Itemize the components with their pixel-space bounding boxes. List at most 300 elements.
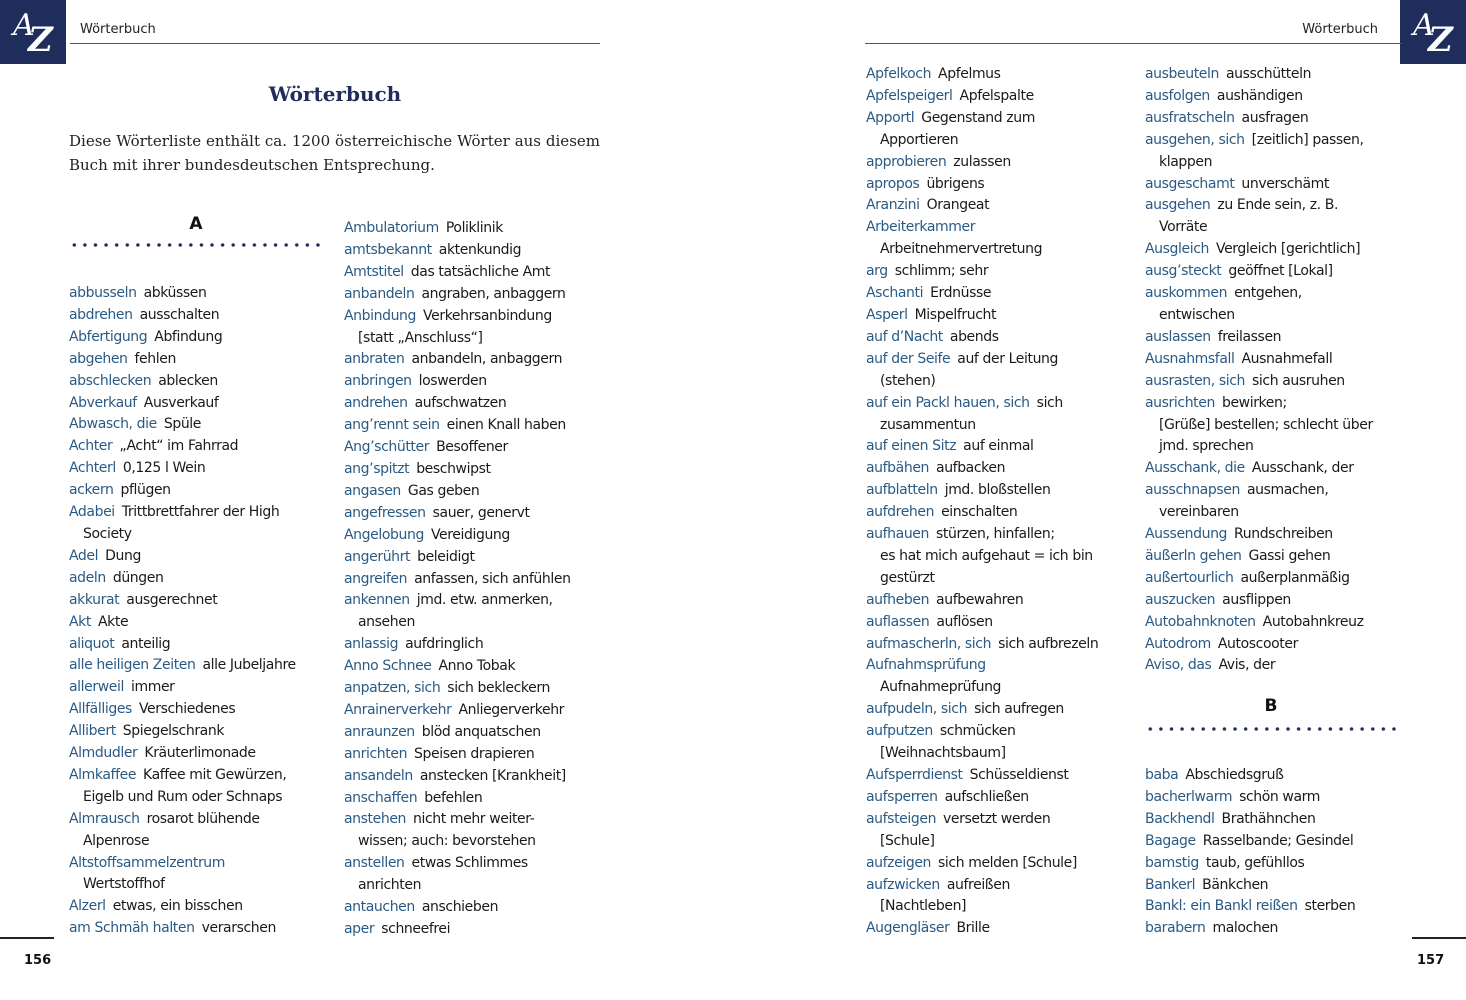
entry-definition-continued: Apportieren bbox=[880, 131, 959, 148]
dictionary-entry bbox=[866, 524, 1136, 590]
dictionary-entry bbox=[69, 896, 334, 918]
entry-term: außertourlich bbox=[1145, 569, 1234, 586]
entry-term: aper bbox=[344, 921, 375, 937]
dictionary-entry bbox=[1145, 261, 1405, 283]
entry-definition: pflügen bbox=[120, 482, 171, 499]
entry-term: Achterl bbox=[69, 460, 116, 477]
entry-term: ausrasten, sich bbox=[1145, 372, 1246, 389]
entry-term: Aussendung bbox=[1145, 526, 1228, 543]
entry-definition: anfassen, sich anfühlen bbox=[414, 570, 571, 587]
entry-definition: Vereidigung bbox=[430, 526, 510, 543]
entry-definition: ausgerechnet bbox=[126, 591, 218, 608]
dictionary-entry bbox=[69, 327, 334, 349]
entry-definition-continued: entwischen bbox=[1159, 306, 1235, 323]
entry-term: äußerln gehen bbox=[1145, 547, 1242, 564]
entry-term: Amtstitel bbox=[344, 263, 404, 280]
entry-term: Aviso, das bbox=[1145, 657, 1212, 674]
dictionary-entry bbox=[69, 721, 334, 743]
entry-definition: düngen bbox=[112, 569, 164, 586]
entry-term: angerührt bbox=[344, 548, 411, 565]
page-title: Wörterbuch bbox=[268, 82, 402, 106]
dictionary-entry bbox=[344, 525, 604, 547]
dictionary-entry bbox=[69, 502, 334, 546]
entry-definition-continued: [Schule] bbox=[880, 832, 935, 849]
dictionary-entry bbox=[344, 218, 604, 240]
entry-definition: Abfindung bbox=[154, 328, 223, 345]
dictionary-entry bbox=[1145, 634, 1405, 656]
entry-definition: aufbacken bbox=[936, 460, 1006, 477]
entry-term: Adel bbox=[69, 547, 99, 564]
dictionary-entry bbox=[866, 875, 1136, 919]
entry-term: Bagage bbox=[1145, 832, 1196, 849]
entry-definition: Kräuterlimonade bbox=[144, 745, 256, 762]
entry-term: anrichten bbox=[344, 745, 408, 762]
dictionary-entry bbox=[1145, 108, 1405, 130]
dictionary-entry bbox=[1145, 524, 1405, 546]
dictionary-entry bbox=[344, 284, 604, 306]
entry-term: ackern bbox=[69, 482, 114, 499]
entry-definition: sich bbox=[1036, 394, 1063, 411]
entry-definition: abends bbox=[949, 328, 999, 345]
entry-definition: schmücken bbox=[939, 723, 1016, 740]
dictionary-entry bbox=[1145, 239, 1405, 261]
dictionary-entry bbox=[866, 918, 1136, 940]
dictionary-entry bbox=[344, 262, 604, 284]
entry-term: Autodrom bbox=[1145, 635, 1211, 652]
entry-definition: etwas Schlimmes bbox=[411, 855, 528, 872]
entry-term: auf einen Sitz bbox=[866, 438, 957, 455]
dictionary-entry bbox=[1145, 875, 1405, 897]
entry-term: auf d’Nacht bbox=[866, 328, 943, 345]
dictionary-entry bbox=[344, 415, 604, 437]
dictionary-entry bbox=[69, 436, 334, 458]
entry-term: Angelobung bbox=[344, 526, 424, 543]
entry-definition: Besoffener bbox=[436, 439, 508, 456]
entry-term: auf der Seife bbox=[866, 350, 951, 367]
dictionary-entry bbox=[1145, 918, 1405, 940]
dictionary-entry bbox=[1145, 64, 1405, 86]
entry-definition: zu Ende sein, z. B. bbox=[1217, 197, 1339, 214]
right-page bbox=[733, 0, 1466, 1000]
entry-definition: Spiegelschrank bbox=[122, 723, 225, 740]
entry-term: bacherlwarm bbox=[1145, 788, 1233, 805]
entry-term: Aranzini bbox=[866, 197, 920, 214]
dictionary-entry bbox=[344, 678, 604, 700]
dictionary-entry bbox=[344, 700, 604, 722]
entry-term: angefressen bbox=[344, 504, 426, 521]
entry-term: Almkaffee bbox=[69, 766, 137, 783]
dictionary-entry bbox=[69, 918, 334, 940]
dictionary-entry bbox=[69, 371, 334, 393]
dictionary-entry bbox=[1145, 831, 1405, 853]
entry-term: aufhauen bbox=[866, 526, 929, 543]
entry-definition: Ausverkauf bbox=[143, 394, 219, 411]
entry-definition-continued: Wertstoffhof bbox=[83, 876, 165, 893]
dictionary-entry bbox=[344, 634, 604, 656]
entry-term: angreifen bbox=[344, 570, 408, 587]
entry-term: Anbindung bbox=[344, 307, 417, 324]
dictionary-entry bbox=[69, 546, 334, 568]
dictionary-entry bbox=[866, 590, 1136, 612]
dictionary-entry bbox=[344, 919, 604, 941]
dictionary-entry bbox=[344, 481, 604, 503]
entry-term: auf ein Packl hauen, sich bbox=[866, 394, 1030, 411]
entry-definition: aufdringlich bbox=[405, 636, 484, 653]
dictionary-entry bbox=[1145, 546, 1405, 568]
dictionary-entry bbox=[344, 656, 604, 678]
entry-term: aufdrehen bbox=[866, 504, 935, 521]
entry-definition: freilassen bbox=[1217, 328, 1282, 345]
entry-term: ausgeschamt bbox=[1145, 175, 1235, 192]
entry-definition: taub, gefühllos bbox=[1205, 854, 1305, 871]
entry-term: Autobahnknoten bbox=[1145, 613, 1256, 630]
entry-definition: versetzt werden bbox=[943, 810, 1051, 827]
entry-term: Ang’schütter bbox=[344, 439, 430, 456]
entry-term: Anno Schnee bbox=[344, 658, 432, 675]
dictionary-entry bbox=[344, 503, 604, 525]
entry-column-1 bbox=[866, 64, 1136, 940]
entry-term: arg bbox=[866, 263, 888, 280]
section-letter-b: B bbox=[1264, 696, 1278, 716]
section-letter-a: A bbox=[189, 214, 203, 234]
dictionary-entry bbox=[866, 612, 1136, 634]
dictionary-entry bbox=[1145, 809, 1405, 831]
dictionary-entry bbox=[1145, 655, 1405, 677]
entry-term: ausfolgen bbox=[1145, 87, 1210, 104]
entry-definition: rosarot blühende bbox=[146, 810, 260, 827]
dictionary-entry bbox=[69, 305, 334, 327]
entry-definition-continued: [Nachtleben] bbox=[880, 898, 967, 915]
dictionary-entry bbox=[866, 393, 1136, 437]
entry-definition-continued: jmd. sprechen bbox=[1159, 438, 1254, 455]
entry-definition: einen Knall haben bbox=[446, 417, 566, 434]
entry-term: ausgehen, sich bbox=[1145, 131, 1245, 148]
dictionary-entry bbox=[866, 809, 1136, 853]
entry-column-2 bbox=[344, 218, 604, 941]
dotted-divider bbox=[69, 242, 325, 248]
entry-definition: nicht mehr weiter- bbox=[413, 811, 535, 828]
dictionary-entry bbox=[344, 240, 604, 262]
entry-term: baba bbox=[1145, 767, 1179, 783]
dictionary-entry bbox=[69, 393, 334, 415]
entry-definition: beschwipst bbox=[416, 460, 491, 477]
entry-term: ausg’steckt bbox=[1145, 263, 1222, 280]
entry-definition: Schüsseldienst bbox=[969, 767, 1069, 783]
entry-term: Adabei bbox=[69, 504, 115, 521]
entry-definition: auf der Leitung bbox=[957, 350, 1058, 367]
entry-definition: Kaffee mit Gewürzen, bbox=[143, 766, 287, 783]
entry-definition-continued: vereinbaren bbox=[1159, 504, 1239, 521]
entry-definition: ausmachen, bbox=[1246, 482, 1329, 499]
entry-term: auslassen bbox=[1145, 328, 1211, 345]
entry-term: barabern bbox=[1145, 920, 1206, 937]
az-logo-icon bbox=[0, 0, 66, 64]
entry-column-2 bbox=[1145, 64, 1405, 677]
dictionary-entry bbox=[344, 569, 604, 591]
entry-term: Allfälliges bbox=[69, 701, 132, 718]
dictionary-entry bbox=[344, 788, 604, 810]
entry-definition: Trittbrettfahrer der High bbox=[121, 504, 280, 521]
entry-term: Bankl: ein Bankl reißen bbox=[1145, 898, 1298, 915]
entry-definition-continued: Alpenrose bbox=[83, 832, 150, 849]
entry-term: ankennen bbox=[344, 592, 410, 609]
entry-term: auflassen bbox=[866, 613, 930, 630]
entry-definition-continued: anrichten bbox=[358, 877, 422, 894]
entry-definition-continued: Eigelb und Rum oder Schnaps bbox=[83, 788, 283, 805]
entry-term: allerweil bbox=[69, 679, 124, 696]
entry-term: Bankerl bbox=[1145, 876, 1196, 893]
entry-definition: Brille bbox=[956, 920, 990, 937]
entry-definition: ausfragen bbox=[1241, 109, 1309, 126]
dictionary-entry bbox=[1145, 568, 1405, 590]
entry-term: anbringen bbox=[344, 373, 412, 390]
entry-definition: sich ausruhen bbox=[1252, 372, 1345, 389]
entry-term: Augengläser bbox=[866, 920, 950, 937]
dictionary-entry bbox=[866, 502, 1136, 524]
entry-definition: sich aufbrezeln bbox=[998, 635, 1099, 652]
entry-term: Ausgleich bbox=[1145, 241, 1209, 258]
dictionary-entry bbox=[866, 853, 1136, 875]
dictionary-entry bbox=[866, 305, 1136, 327]
entry-term: abbusseln bbox=[69, 285, 137, 301]
dictionary-entry bbox=[1145, 327, 1405, 349]
entry-term: abgehen bbox=[69, 350, 128, 367]
entry-term: ausgehen bbox=[1145, 197, 1211, 214]
dictionary-entry bbox=[866, 436, 1136, 458]
entry-term: anraunzen bbox=[344, 723, 415, 740]
entry-term: ausschnapsen bbox=[1145, 482, 1240, 499]
entry-term: aufheben bbox=[866, 591, 930, 608]
entry-definition-continued: zusammentun bbox=[880, 416, 976, 433]
entry-term: Backhendl bbox=[1145, 810, 1215, 827]
entry-definition-continued: ansehen bbox=[358, 614, 415, 631]
entry-term: ausfratscheln bbox=[1145, 109, 1235, 126]
entry-definition: Apfelspalte bbox=[959, 87, 1034, 104]
entry-definition: aufreißen bbox=[946, 876, 1010, 893]
dictionary-entry bbox=[866, 64, 1136, 86]
entry-definition: Spüle bbox=[163, 416, 202, 433]
entry-term: aufblatteln bbox=[866, 482, 938, 499]
entry-definition: bewirken; bbox=[1221, 394, 1287, 411]
entry-definition: sauer, genervt bbox=[432, 504, 530, 521]
entry-definition: Verkehrsanbindung bbox=[423, 307, 552, 324]
entry-definition: schön warm bbox=[1239, 788, 1321, 805]
entry-term: ausbeuteln bbox=[1145, 66, 1219, 82]
entry-term: abschlecken bbox=[69, 372, 152, 389]
entry-term: Ausnahmsfall bbox=[1145, 350, 1235, 367]
entry-term: Abfertigung bbox=[69, 328, 148, 345]
dictionary-entry bbox=[866, 195, 1136, 217]
dictionary-entry bbox=[1145, 195, 1405, 239]
entry-definition: Erdnüsse bbox=[930, 285, 992, 302]
entry-definition-continued: Vorräte bbox=[1159, 219, 1208, 236]
entry-term: anpatzen, sich bbox=[344, 680, 441, 697]
dictionary-entry bbox=[1145, 896, 1405, 918]
entry-definition: Anno Tobak bbox=[438, 658, 516, 675]
dictionary-entry bbox=[344, 459, 604, 481]
entry-term: am Schmäh halten bbox=[69, 920, 195, 937]
dictionary-entry bbox=[69, 699, 334, 721]
entry-definition: ablecken bbox=[158, 372, 218, 389]
entry-term: anlassig bbox=[344, 636, 399, 653]
entry-definition-continued: [Weihnachtsbaum] bbox=[880, 745, 1006, 762]
entry-definition: Mispelfrucht bbox=[914, 306, 997, 323]
entry-term: aufmascherln, sich bbox=[866, 635, 992, 652]
dictionary-entry bbox=[344, 809, 604, 853]
entry-term: anbandeln bbox=[344, 285, 415, 302]
entry-term: amtsbekannt bbox=[344, 241, 432, 258]
intro-paragraph: Diese Wörterliste enthält ca. 1200 österreichische Wörter aus diesem Buch mit ihrer bundesdeutschen Entsprechung. bbox=[69, 132, 600, 174]
entry-term: approbieren bbox=[866, 153, 947, 170]
entry-definition-continued: Aufnahmeprüfung bbox=[880, 679, 1002, 696]
dictionary-entry bbox=[344, 547, 604, 569]
entry-term: Allibert bbox=[69, 723, 116, 740]
entry-term: aufzeigen bbox=[866, 854, 932, 871]
entry-definition: aufschwatzen bbox=[414, 395, 507, 412]
dictionary-entry bbox=[344, 437, 604, 459]
dictionary-entry bbox=[1145, 787, 1405, 809]
dictionary-entry bbox=[69, 414, 334, 436]
dictionary-entry bbox=[866, 283, 1136, 305]
page-number: 156 bbox=[24, 953, 52, 968]
entry-definition: Gas geben bbox=[407, 482, 480, 499]
dictionary-entry bbox=[1145, 371, 1405, 393]
dictionary-entry bbox=[69, 612, 334, 634]
dictionary-entry bbox=[1145, 612, 1405, 634]
dictionary-entry bbox=[344, 744, 604, 766]
dictionary-entry bbox=[866, 787, 1136, 809]
dictionary-entry bbox=[1145, 393, 1405, 459]
entry-definition: das tatsächliche Amt bbox=[410, 263, 551, 280]
entry-term: Almdudler bbox=[69, 745, 138, 762]
entry-definition: Vergleich [gerichtlich] bbox=[1216, 241, 1361, 258]
entry-term: ansandeln bbox=[344, 767, 413, 784]
entry-definition: alle Jubeljahre bbox=[202, 657, 296, 674]
entry-term: Arbeiterkammer bbox=[866, 219, 976, 236]
dictionary-entry bbox=[866, 480, 1136, 502]
entry-definition: 0,125 l Wein bbox=[122, 460, 206, 477]
entry-definition: anbandeln, anbaggern bbox=[411, 351, 563, 368]
entry-definition: angraben, anbaggern bbox=[421, 285, 566, 302]
entry-definition: loswerden bbox=[418, 373, 487, 390]
entry-term: aufsteigen bbox=[866, 810, 937, 827]
entry-term: angasen bbox=[344, 482, 401, 499]
dictionary-entry bbox=[344, 766, 604, 788]
entry-term: Ausschank, die bbox=[1145, 460, 1245, 477]
entry-definition: Ausschank, der bbox=[1251, 460, 1354, 477]
entry-definition: etwas, ein bisschen bbox=[112, 898, 243, 915]
az-logo-icon bbox=[1400, 0, 1466, 64]
entry-term: Apportl bbox=[866, 109, 915, 126]
page-number: 157 bbox=[1417, 953, 1445, 968]
entry-term: Ambulatorium bbox=[344, 220, 439, 236]
entry-definition: aufbewahren bbox=[936, 591, 1024, 608]
running-head: Wörterbuch bbox=[1302, 22, 1378, 37]
dictionary-entry bbox=[69, 677, 334, 699]
entry-definition: auflösen bbox=[936, 613, 993, 630]
entry-definition: beleidigt bbox=[417, 548, 475, 565]
entry-definition: ausschalten bbox=[139, 306, 220, 323]
entry-definition: anstecken [Krankheit] bbox=[419, 767, 566, 784]
entry-column-2b bbox=[1145, 765, 1405, 940]
dictionary-entry bbox=[866, 174, 1136, 196]
dictionary-entry bbox=[866, 327, 1136, 349]
entry-definition: ausflippen bbox=[1222, 591, 1291, 608]
entry-term: Akt bbox=[69, 613, 91, 630]
entry-term: Alzerl bbox=[69, 898, 106, 915]
entry-definition: Rasselbande; Gesindel bbox=[1202, 832, 1354, 849]
dictionary-entry bbox=[69, 568, 334, 590]
dictionary-entry bbox=[1145, 590, 1405, 612]
entry-term: ausrichten bbox=[1145, 394, 1215, 411]
entry-definition: außerplanmäßig bbox=[1240, 569, 1350, 586]
entry-term: Abwasch, die bbox=[69, 416, 157, 433]
entry-term: akkurat bbox=[69, 591, 120, 608]
entry-term: Altstoffsammelzentrum bbox=[69, 854, 226, 871]
entry-definition: Autoscooter bbox=[1217, 635, 1298, 652]
footer-rule bbox=[0, 937, 54, 939]
entry-definition: jmd. etw. anmerken, bbox=[416, 592, 553, 609]
dictionary-entry bbox=[1145, 853, 1405, 875]
entry-term: Anrainerverkehr bbox=[344, 701, 452, 718]
entry-definition: Brathähnchen bbox=[1221, 810, 1316, 827]
dictionary-entry bbox=[866, 765, 1136, 787]
dictionary-entry bbox=[1145, 130, 1405, 174]
dictionary-entry bbox=[69, 634, 334, 656]
entry-definition: übrigens bbox=[926, 175, 985, 192]
dictionary-entry bbox=[866, 721, 1136, 765]
dictionary-entry bbox=[69, 765, 334, 809]
dictionary-entry bbox=[69, 349, 334, 371]
entry-definition: Dung bbox=[105, 547, 141, 564]
entry-definition: Anliegerverkehr bbox=[458, 701, 565, 718]
entry-definition-continued: Arbeitnehmervertretung bbox=[880, 241, 1043, 258]
entry-definition: Verschiedenes bbox=[138, 701, 236, 718]
logo-letter-z: Z bbox=[28, 20, 53, 60]
entry-term: anbraten bbox=[344, 351, 405, 368]
dictionary-entry bbox=[866, 86, 1136, 108]
entry-definition-continued: gestürzt bbox=[880, 569, 935, 586]
entry-term: ang’spitzt bbox=[344, 460, 410, 477]
entry-definition: geöffnet [Lokal] bbox=[1228, 263, 1333, 280]
entry-definition: schlimm; sehr bbox=[894, 263, 989, 280]
logo-letter-z: Z bbox=[1428, 20, 1453, 60]
entry-definition: malochen bbox=[1212, 920, 1279, 937]
entry-definition: Abschiedsgruß bbox=[1185, 767, 1284, 783]
dictionary-entry bbox=[1145, 765, 1405, 787]
entry-term: aufputzen bbox=[866, 723, 933, 740]
dictionary-entry bbox=[1145, 480, 1405, 524]
entry-term: Aschanti bbox=[866, 285, 924, 302]
entry-definition: einschalten bbox=[941, 504, 1018, 521]
entry-term: Aufsperrdienst bbox=[866, 767, 963, 783]
dictionary-entry bbox=[866, 655, 1136, 699]
entry-definition: „Acht“ im Fahrrad bbox=[119, 438, 239, 455]
entry-term: aufbähen bbox=[866, 460, 930, 477]
entry-definition: anschieben bbox=[421, 899, 499, 916]
dictionary-entry bbox=[69, 743, 334, 765]
entry-definition: Rundschreiben bbox=[1234, 526, 1333, 543]
entry-definition: Apfelmus bbox=[938, 66, 1001, 82]
entry-term: aufpudeln, sich bbox=[866, 701, 968, 718]
dictionary-entry bbox=[344, 590, 604, 634]
dictionary-entry bbox=[866, 349, 1136, 393]
dictionary-entry bbox=[69, 283, 334, 305]
entry-term: ang’rennt sein bbox=[344, 417, 440, 434]
entry-term: bamstig bbox=[1145, 854, 1199, 871]
entry-definition: [zeitlich] passen, bbox=[1251, 131, 1364, 148]
entry-term: andrehen bbox=[344, 395, 408, 412]
